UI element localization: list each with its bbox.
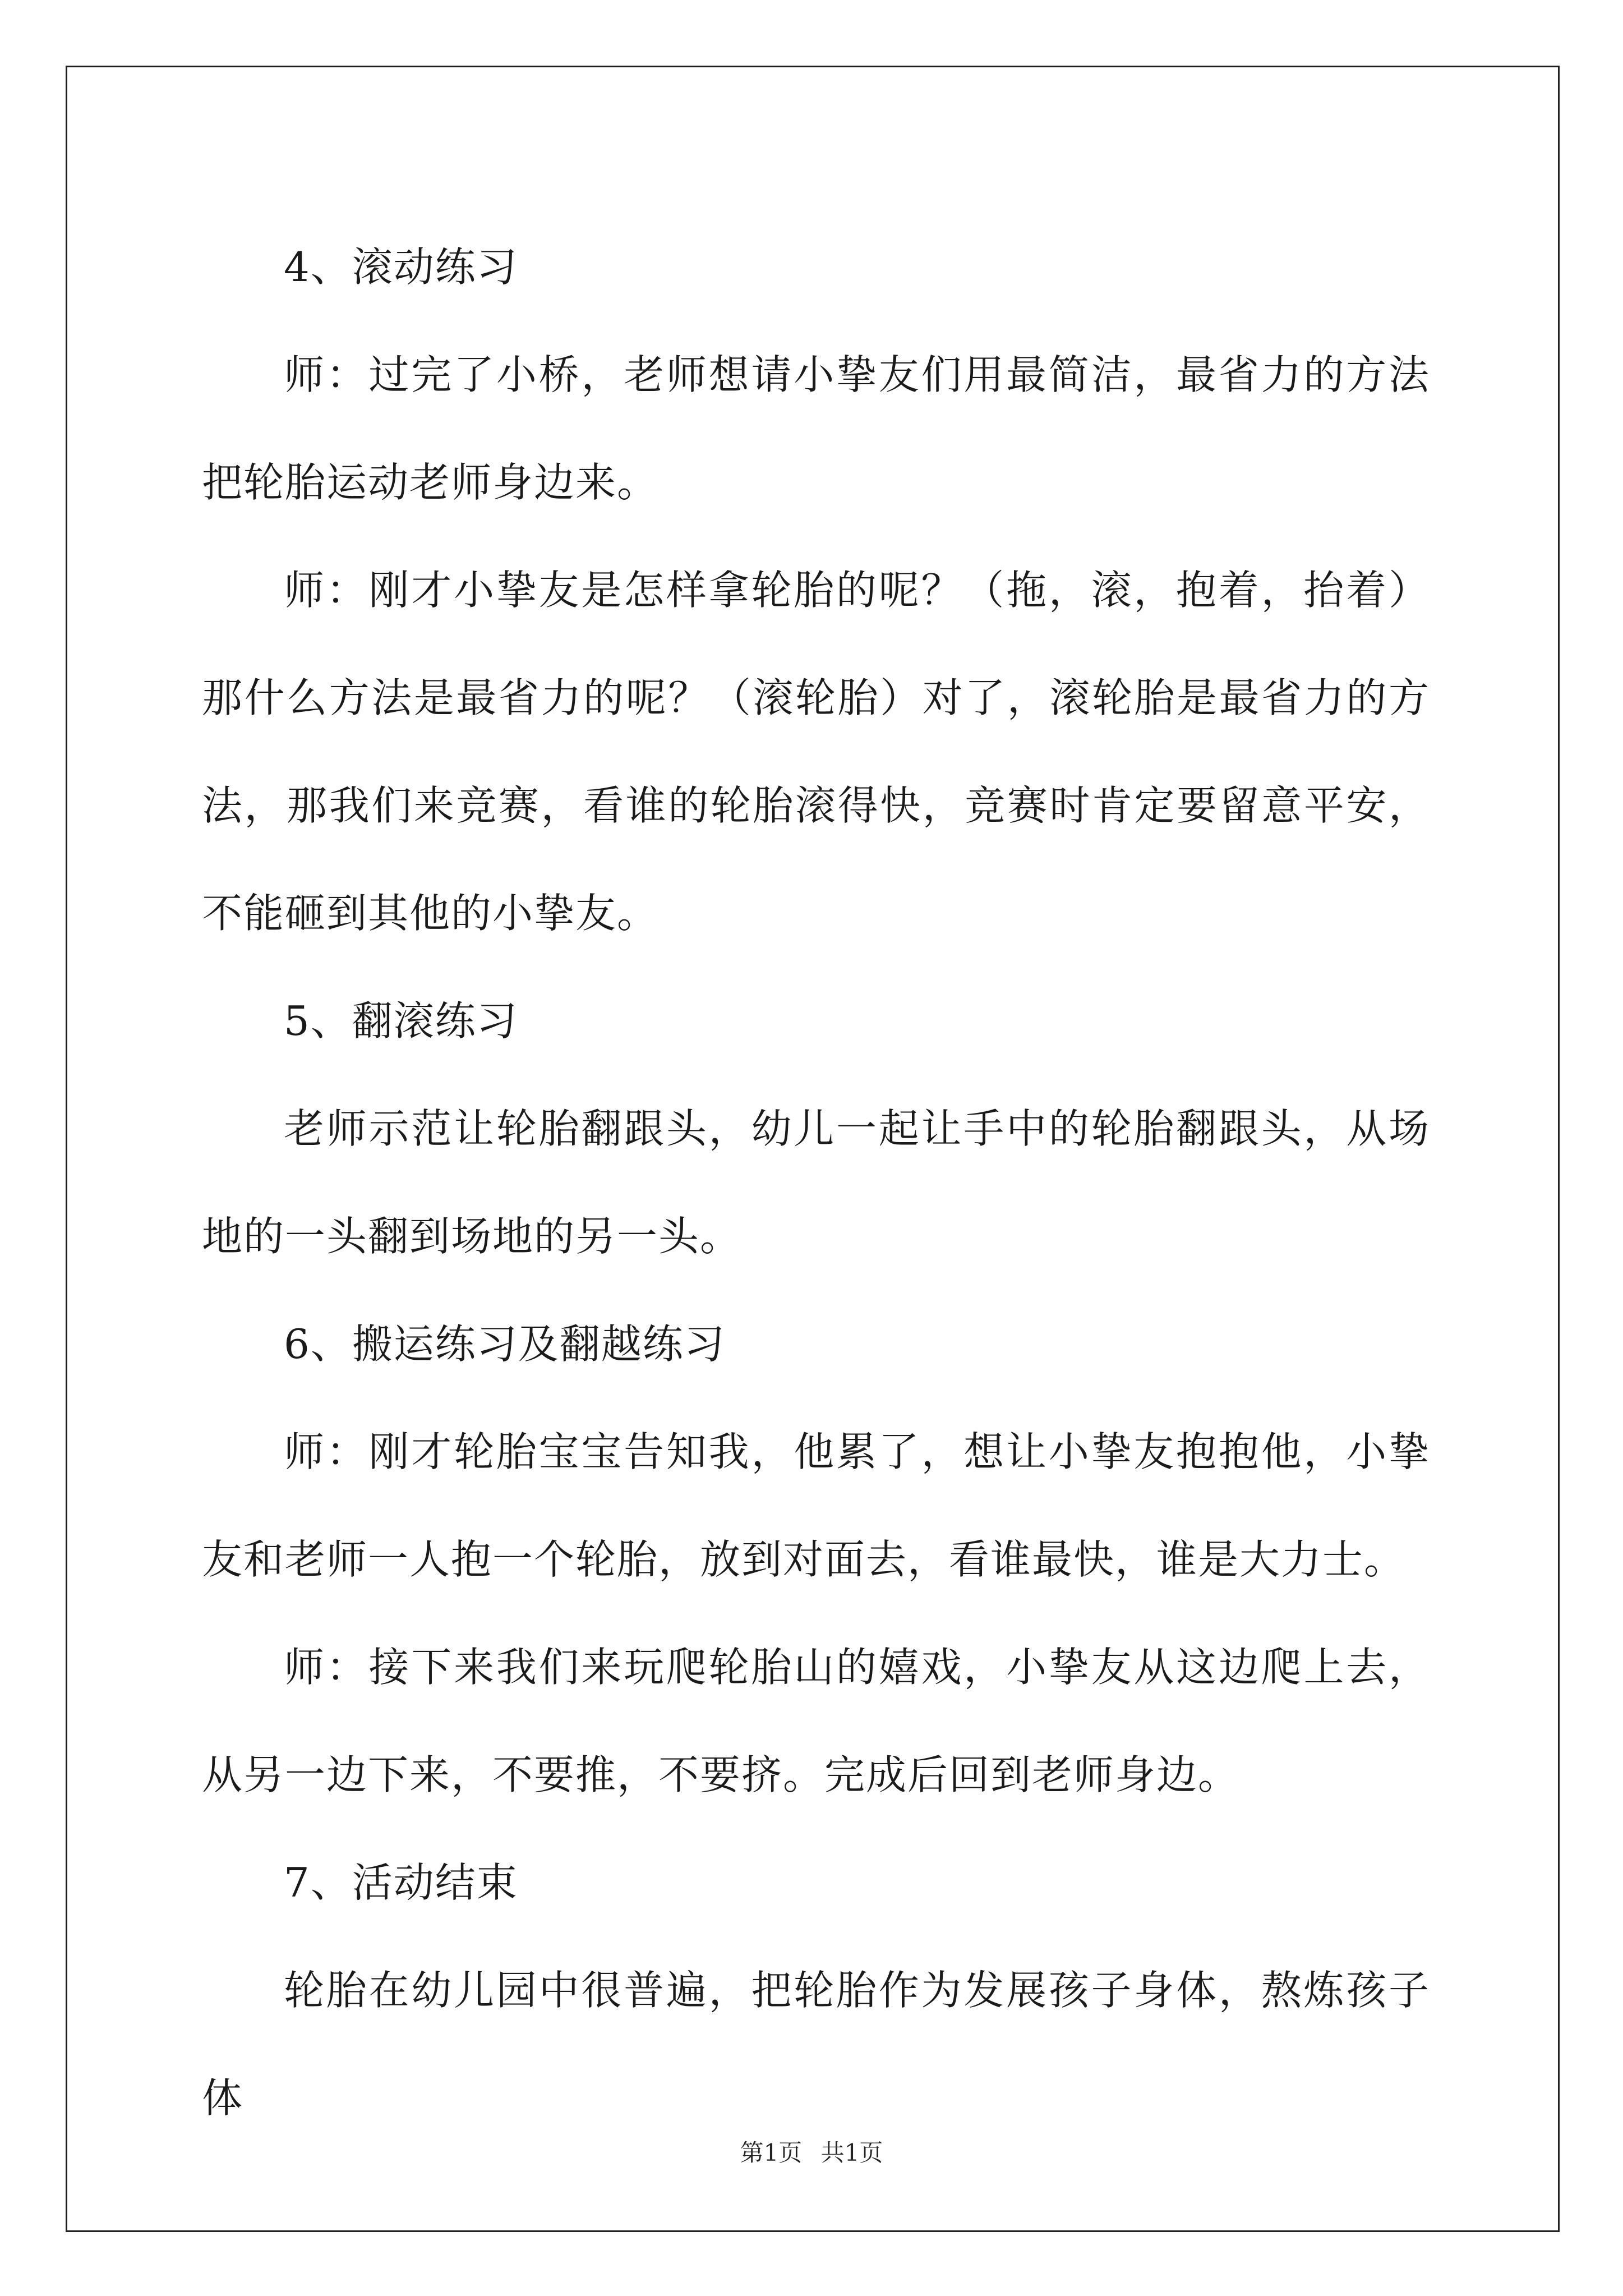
page-number-current: 第1页: [740, 2139, 803, 2166]
page-number-total: 共1页: [820, 2139, 883, 2166]
paragraph: 师：过完了小桥，老师想请小挚友们用最简洁，最省力的方法把轮胎运动老师身边来。: [202, 351, 1430, 506]
section-heading: 6、搬运练习及翻越练习: [284, 1320, 726, 1368]
paragraph: 师：刚才小挚友是怎样拿轮胎的呢？（拖，滚，抱着，抬着）那什么方法是最省力的呢？（滚轮胎）对了，滚轮胎是最省力的方法，那我们来竞赛，看谁的轮胎滚得快，竞赛时肯定要留意平安，不能砸到其他的小挚友。: [202, 567, 1430, 937]
paragraph: 师：接下来我们来玩爬轮胎山的嬉戏，小挚友从这边爬上去，从另一边下来，不要推，不要挤。完成后回到老师身边。: [202, 1644, 1430, 1798]
paragraph: 轮胎在幼儿园中很普遍，把轮胎作为发展孩子身体，熬炼孩子体: [202, 1967, 1430, 2122]
section-heading: 7、活动结束: [284, 1859, 518, 1906]
section-heading: 4、滚动练习: [284, 243, 518, 291]
page-footer: [0, 2134, 1623, 2168]
paragraph: 师：刚才轮胎宝宝告知我，他累了，想让小挚友抱抱他，小挚友和老师一人抱一个轮胎，放到对面去，看谁最快，谁是大力士。: [202, 1428, 1430, 1583]
paragraph: 老师示范让轮胎翻跟头，幼儿一起让手中的轮胎翻跟头，从场地的一头翻到场地的另一头。: [202, 1105, 1430, 1260]
document-body: [202, 213, 1430, 2152]
section-heading: 5、翻滚练习: [284, 997, 518, 1045]
